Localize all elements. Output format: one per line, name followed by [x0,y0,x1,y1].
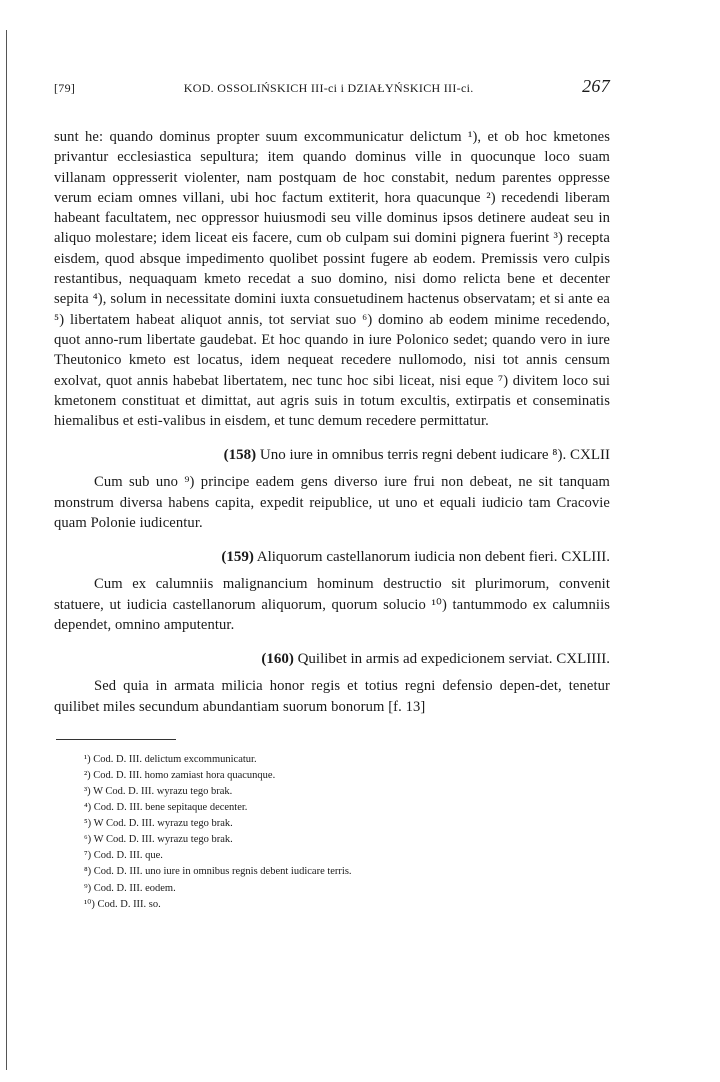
section-title: Aliquorum castellanorum iudicia non debent fieri. CXLIII. [256,549,610,566]
section-heading-159 [54,549,610,566]
section-heading-160 [54,651,610,668]
footnote: ¹⁰) Cod. D. III. so. [84,898,161,910]
footnote: ⁷) Cod. D. III. que. [84,850,163,862]
page-body [54,127,610,717]
page-number: 267 [582,76,610,96]
footnote: ³) W Cod. D. III. wyrazu tego brak. [84,786,233,798]
footnote: ⁵) W Cod. D. III. wyrazu tego brak. [84,818,233,830]
footnote-separator [56,739,176,740]
section-title: Quilibet in armis ad expedicionem serviat. CXLIIII. [297,651,610,668]
footnote: ¹) Cod. D. III. delictum excommunicatur. [84,753,257,765]
footnote: ⁶) W Cod. D. III. wyrazu tego brak. [84,834,233,846]
section-heading-158 [54,447,610,464]
footnote: ⁹) Cod. D. III. eodem. [84,882,176,894]
paragraph-1: sunt he: quando dominus propter suum excommunicatur delictum ¹), et ob hoc kmetones privantur ecclesiastica sepultura; item quando dominus ville in quocunque loco suam villanam oppresserit violenter, nam postquam de hoc constabit, nedum parentes oppresse verum eciam omnes villani, ubi hoc factum extiterit, hora quacunque ²) recedendi liberam habeant facultatem, nec oppressor huiusmodi seu ville dominus ipsos detinere audeat seu in aliquo molestare; idem liceat eis facere, cum ob culpam sui domini pignera fuerint ³) recepta eisdem, quod absque impedimento quolibet possint fugere ab eodem. Premissis vero culpis restantibus, nequaquam kmeto recedat a suo domino, nisi domo relicta bene et decenter sepita ⁴), solum in necessitate domini iuxta consuetudinem hactenus observatam; et si ante ea ⁵) libertatem habeat aliquot annis, tot serviat suo ⁶) domino ab eodem minime recedendo, quot anno-rum libertate gaudebat. Et hoc quando in iure Polonico sedet; quando vero in iure Theutonico kmeto est locatus, idem nequeat recedere nullomodo, nisi tot annis censum exolvat, quot annis habebat libertatem, nec tunc hoc sibi liceat, nisi eque ⁷) divitem loco sui kmetonem constituat et dimittat, aut agris suis in totum excultis, extirpatis et conseminatis hiemalibus et esti-valibus in eisdem, et tunc demum recedere permittatur. [54,129,610,430]
paragraph-158: Cum sub uno ⁹) principe eadem gens diverso iure frui non debeat, ne sit tanquam monstrum diversa habens capita, expedit reipublice, ut uno et equali iudicio tam Cracovie quam Polonie iudicentur. [54,474,610,532]
paragraph-160: Sed quia in armata milicia honor regis et totius regni defensio depen-det, tenetur quilibet miles secundum abundantiam suorum bonorum [f. 13] [54,678,610,715]
page [54,76,610,913]
paragraph-159: Cum ex calumniis malignancium hominum destructio sit plurimorum, convenit statuere, ut iudicia castellanorum aliquorum, quorum solucio ¹⁰) tantummodo ex calumniis dependet, omnino amputentur. [54,576,610,633]
running-header [54,76,610,97]
footnote: ⁸) Cod. D. III. uno iure in omnibus regnis debent iudicare terris. [84,866,352,878]
footnote: ²) Cod. D. III. homo zamiast hora quacunque. [84,769,276,781]
section-title: Uno iure in omnibus terris regni debent iudicare ⁸). CXLII [259,447,610,464]
margin-rule [6,30,7,1070]
section-number: (158) [223,447,257,464]
section-number: (159) [221,549,254,566]
footnote: ⁴) Cod. D. III. bene sepitaque decenter. [84,802,248,814]
footnotes [54,752,610,913]
section-number: (160) [261,651,294,668]
header-left-ref: [79] [54,81,76,95]
header-title: KOD. OSSOLIŃSKICH III-ci i DZIAŁYŃSKICH III-ci. [183,81,474,95]
